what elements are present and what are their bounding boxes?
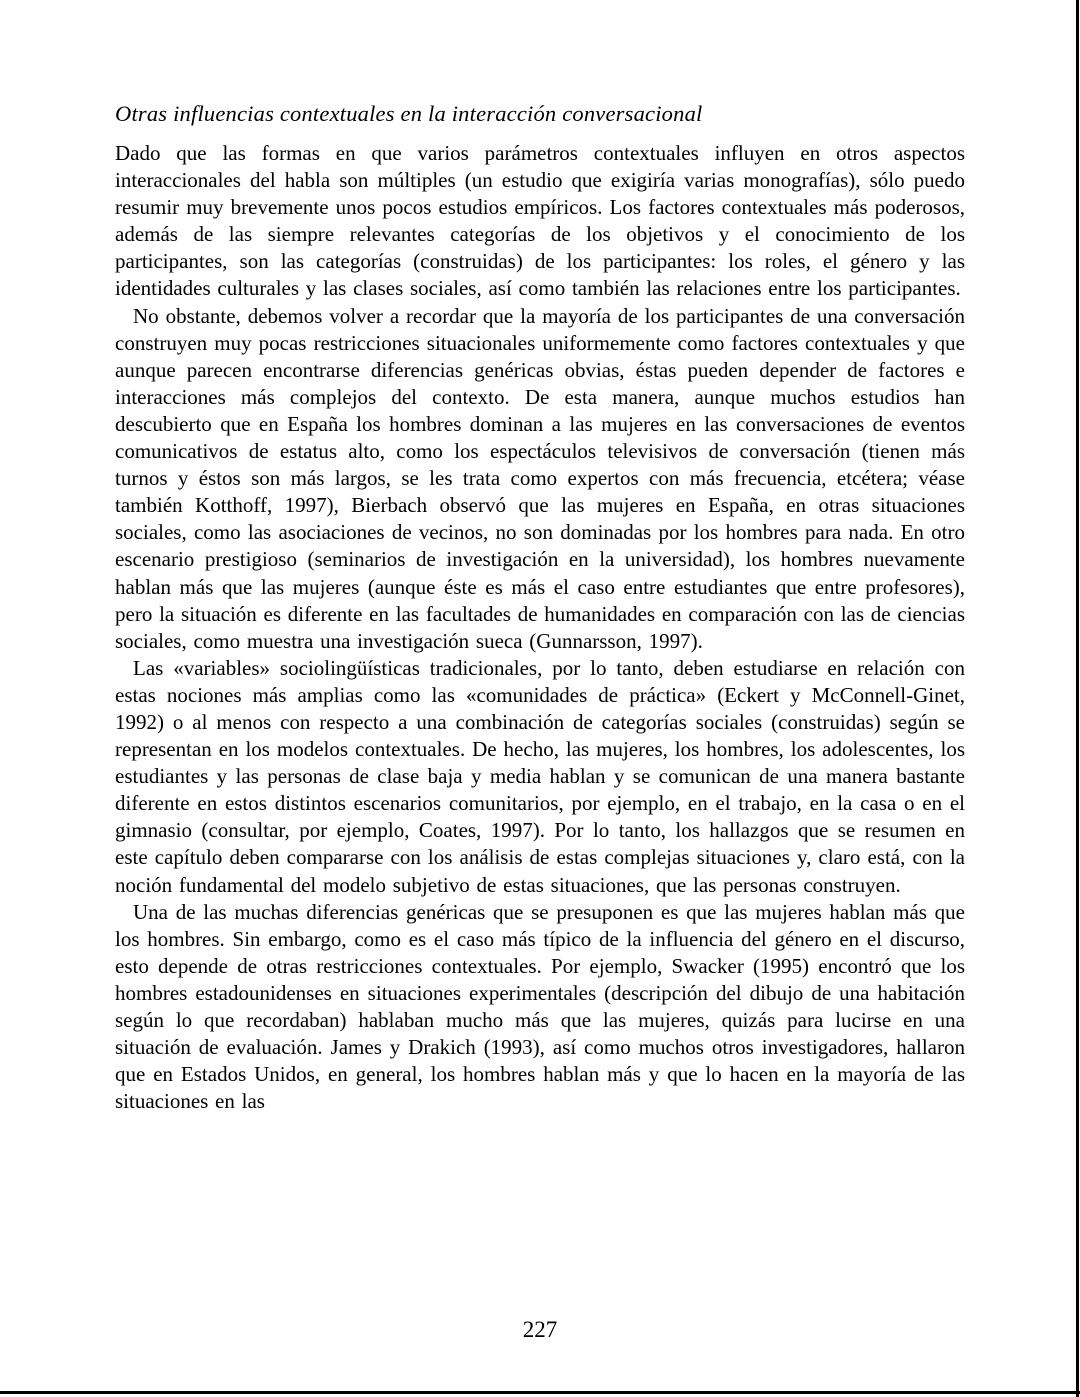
- paragraph: Las «variables» sociolingüísticas tradicionales, por lo tanto, deben estudiarse en relación con estas nociones más amplias como las «comunidades de práctica» (Eckert y McConnell-Ginet, 1992) o al menos con respecto a una combinación de categorías sociales (construidas) según se representan en los modelos contextuales. De hecho, las mujeres, los hombres, los adolescentes, los estudiantes y las personas de clase baja y media hablan y se comunican de una manera bastante diferente en estos distintos escenarios comunitarios, por ejemplo, en el trabajo, en la casa o en el gimnasio (consultar, por ejemplo, Coates, 1997). Por lo tanto, los hallazgos que se resumen en este capítulo deben compararse con los análisis de estas complejas situaciones y, claro está, con la noción fundamental del modelo subjetivo de estas situaciones, que las personas construyen.: [115, 655, 965, 897]
- page-edge-right-line: [1076, 0, 1079, 1397]
- paragraph: Dado que las formas en que varios parámetros contextuales influyen en otros aspectos interaccionales del habla son múltiples (un estudio que exigiría varias monografías), sólo puedo resumir muy brevemente unos pocos estudios empíricos. Los factores contextuales más poderosos, además de las siempre relevantes categorías de los objetivos y el conocimiento de los participantes, son las categorías (construidas) de los participantes: los roles, el género y las identidades culturales y las clases sociales, así como también las relaciones entre los participantes.: [115, 141, 965, 301]
- paragraphs-container: [115, 140, 965, 1115]
- page-edge-bottom-line: [0, 1391, 1080, 1394]
- section-heading: Otras influencias contextuales en la interacción conversacional: [115, 101, 703, 126]
- text-block: [115, 100, 965, 1115]
- paragraph: Una de las muchas diferencias genéricas que se presuponen es que las mujeres hablan más que los hombres. Sin embargo, como es el caso más típico de la influencia del género en el discurso, esto depende de otras restricciones contextuales. Por ejemplo, Swacker (1995) encontró que los hombres estadounidenses en situaciones experimentales (descripción del dibujo de una habitación según lo que recordaban) hablaban mucho más que las mujeres, quizás para lucirse en una situación de evaluación. James y Drakich (1993), así como muchos otros investigadores, hallaron que en Estados Unidos, en general, los hombres hablan más y que lo hacen en la mayoría de las situaciones en las: [115, 899, 965, 1114]
- page-number: 227: [522, 1317, 558, 1342]
- paragraph: No obstante, debemos volver a recordar que la mayoría de los participantes de una conversación construyen muy pocas restricciones situacionales uniformemente como factores contextuales y que aunque parecen encontrarse diferencias genéricas obvias, éstas pueden depender de factores e interacciones más complejos del contexto. De esta manera, aunque muchos estudios han descubierto que en España los hombres dominan a las mujeres en las conversaciones de eventos comunicativos de estatus alto, como los espectáculos televisivos de conversación (tienen más turnos y éstos son más largos, se les trata como expertos con más frecuencia, etcétera; véase también Kotthoff, 1997), Bierbach observó que las mujeres en España, en otras situaciones sociales, como las asociaciones de vecinos, no son dominadas por los hombres para nada. En otro escenario prestigioso (seminarios de investigación en la universidad), los hombres nuevamente hablan más que las mujeres (aunque éste es más el caso entre estudiantes que entre profesores), pero la situación es diferente en las facultades de humanidades en comparación con las de ciencias sociales, como muestra una investigación sueca (Gunnarsson, 1997).: [115, 303, 965, 653]
